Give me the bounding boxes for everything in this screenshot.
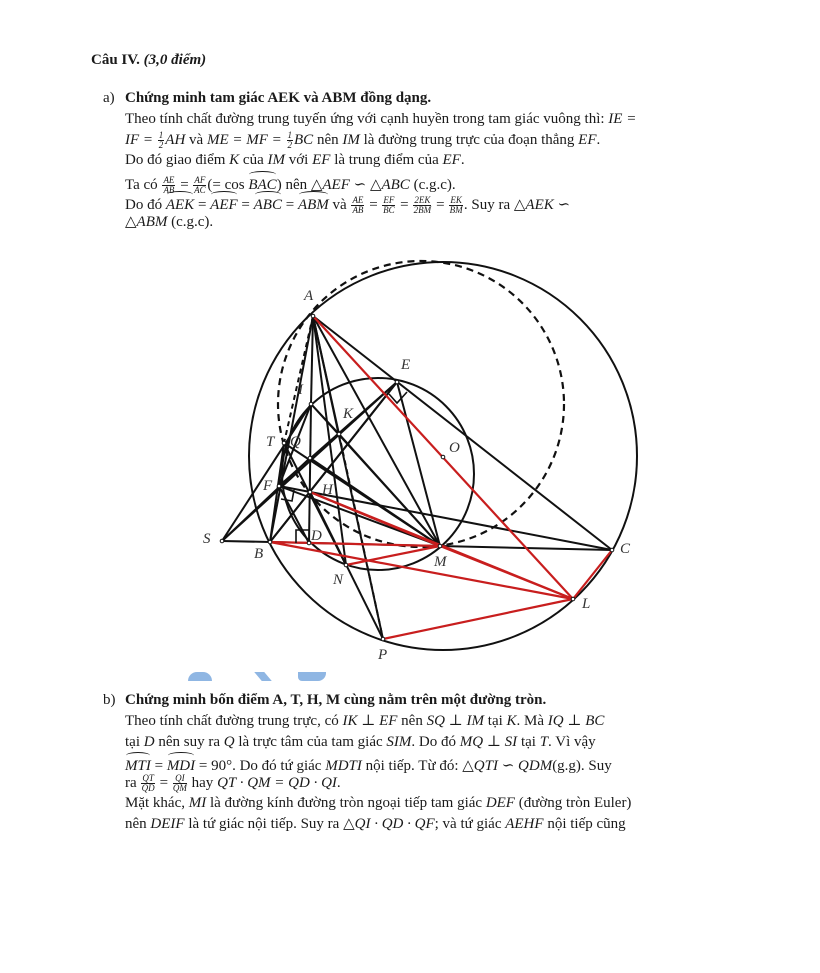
text-line: ra $\frac{QT}{QD}$ = $\frac{QI}{QM}$ hay QT · QM = QD · QI. <box>125 772 341 793</box>
point-label-A: A <box>304 288 314 304</box>
text-line: IF = $\frac{1}{2}$ AH và ME = MF = $\frac{1}{2}$ BC nên IM là đường trung trực của đoạn thẳng EF. <box>125 129 601 150</box>
fraction: $\frac{QT}{QD}$ <box>141 772 155 793</box>
part-a-title: Chứng minh tam giác AEK và ABM đồng dạng. <box>125 90 432 106</box>
text-line: Ta có $\frac{AE}{AB}$ = $\frac{AF}{AC}$ (= cos BAC) nên △AEF ∽ △ABC (c.g.c). <box>125 171 725 192</box>
watermark-fragment <box>188 672 212 681</box>
text-line: Theo tính chất đường trung tuyến ứng với cạnh huyền trong tam giác vuông thì: IE = <box>125 111 637 127</box>
point-E <box>395 380 399 384</box>
text-line: Do đó giao điểm K của IM với EF là trung điểm của EF. <box>125 152 465 168</box>
circle-athm <box>278 261 564 547</box>
point-K <box>337 432 341 436</box>
text-line: Mặt khác, MI là đường kính đường tròn ngoại tiếp tam giác DEF (đường tròn Euler) <box>125 795 632 811</box>
point-T <box>282 441 286 445</box>
point-label-O: O <box>449 440 460 456</box>
question-label: Câu IV. <box>91 52 140 68</box>
point-F <box>277 484 281 488</box>
part-b-body <box>125 711 725 834</box>
text-line: tại D nên suy ra Q là trực tâm của tam giác SIM. Do đó MQ ⊥ SI tại T. Vì vậy <box>125 733 596 750</box>
watermark-fragment <box>298 672 326 681</box>
fraction: $\frac{1}{2}$ <box>158 129 164 150</box>
point-label-C: C <box>620 541 631 557</box>
point-label-N: N <box>333 572 344 588</box>
text-line: Do đó AEK = AEF = ABC = ABM và $\frac{AE}{AB}$ = $\frac{EF}{BC}$ = $\frac{2EK}{2BM}$ = $\frac{EK}{BM}$ . Suy ra △AEK ∽ <box>125 191 725 212</box>
segment-CL <box>573 550 612 599</box>
point-Q <box>308 456 312 460</box>
point-label-F: F <box>263 478 273 494</box>
point-label-B: B <box>254 546 264 562</box>
point-M <box>438 544 442 548</box>
point-label-K: K <box>343 406 354 422</box>
fraction: $\frac{AE}{AB}$ <box>352 195 364 216</box>
fraction: $\frac{2EK}{2BM}$ <box>413 195 432 216</box>
segment-ML <box>440 546 573 599</box>
point-label-D: D <box>311 528 322 544</box>
fraction: $\frac{1}{2}$ <box>287 129 293 150</box>
point-label-E: E <box>401 357 411 373</box>
point-label-L: L <box>582 596 591 612</box>
segment-AM <box>313 316 440 546</box>
fraction: $\frac{EF}{BC}$ <box>383 195 395 216</box>
point-H <box>308 490 312 494</box>
segment-ID <box>309 404 311 543</box>
fraction: $\frac{AE}{AB}$ <box>163 174 175 195</box>
part-b-heading <box>103 692 546 709</box>
question-points: (3,0 điểm) <box>143 52 207 68</box>
text-line: nên DEIF là tứ giác nội tiếp. Suy ra △QI · QD · QF; và tứ giác AEHF nội tiếp cũng <box>125 815 626 832</box>
point-I <box>309 402 313 406</box>
part-b-marker: b) <box>103 692 116 708</box>
point-P <box>381 637 385 641</box>
text-line: Theo tính chất đường trung trực, có IK ⊥ EF nên SQ ⊥ IM tại K. Mà IQ ⊥ BC <box>125 713 605 729</box>
point-L <box>571 597 575 601</box>
point-label-Q: Q <box>290 434 301 450</box>
point-label-I: I <box>298 382 303 398</box>
point-label-H: H <box>322 482 333 498</box>
part-b-title: Chứng minh bốn điểm A, T, H, M cùng nằm trên một đường tròn. <box>125 692 547 708</box>
segment-PL <box>383 599 573 639</box>
point-N <box>344 563 348 567</box>
point-C <box>610 548 614 552</box>
fraction: $\frac{AF}{AC}$ <box>194 174 206 195</box>
fraction: $\frac{QI}{QM}$ <box>172 772 187 793</box>
text-line: △ABM (c.g.c). <box>125 213 214 230</box>
point-label-S: S <box>203 531 211 547</box>
part-a-marker: a) <box>103 90 115 106</box>
segment-NM <box>346 546 440 565</box>
point-label-P: P <box>378 647 388 663</box>
point-B <box>268 540 272 544</box>
point-label-T: T <box>266 434 275 450</box>
fraction: $\frac{EK}{BM}$ <box>449 195 463 216</box>
point-label-M: M <box>434 554 447 570</box>
text-line: MTI = MDI = 90°. Do đó tứ giác MDTI nội tiếp. Từ đó: △QTI ∽ QDM(g.g). Suy <box>125 752 725 773</box>
point-O <box>441 455 445 459</box>
segment-SB <box>222 541 270 542</box>
point-A <box>311 314 315 318</box>
point-S <box>220 539 224 543</box>
